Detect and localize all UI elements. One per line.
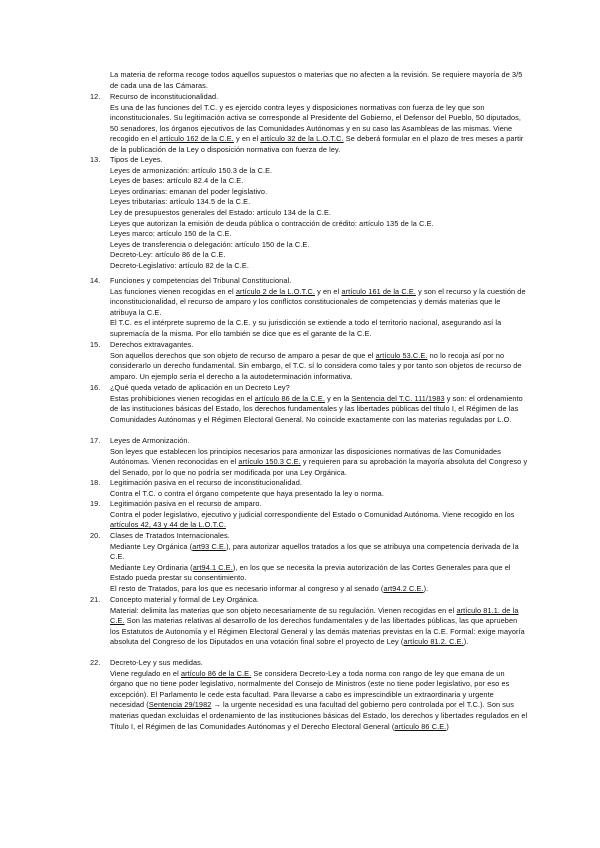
article-link[interactable]: artículo 53.C.E. — [375, 350, 428, 360]
item-title: Decreto-Ley y sus medidas. — [110, 658, 204, 667]
item-title: Recurso de inconstitucionalidad. — [110, 92, 219, 101]
item-number: 13. — [90, 155, 101, 164]
item-paragraph: Mediante Ley Orgánica (art93 C.E.), para autorizar aquellos tratados a los que se atribuya una competencia derivada de la C.E. — [110, 541, 519, 562]
item-paragraph: Contra el poder legislativo, ejecutivo y judicial correspondiente del Estado o Comunidad Autónoma. Viene recogido en los artículos 42, 43 y 44 de la L.O.T.C. — [110, 509, 515, 530]
item-paragraph: Material: delimita las materias que son objeto necesariamente de su regulación. Vienen recogidas en el artículo 81.1. de la C.E. Son las materias relativas al desarrollo de los derechos fundamentales y de las libertades públicas, las que aprueben los Estatutos de Autonomía y el Régimen Electoral General y las demás materias previstas en la C.E. Formal: exige mayoría absoluta del Congreso de los Diputados en una votación final sobre el proyecto de Ley (artículo 81.2. C.E.). — [110, 605, 525, 647]
item-number: 16. — [90, 383, 101, 392]
article-link[interactable]: artículo 81.2. C.E. — [403, 637, 464, 647]
item-paragraph: El T.C. es el intérprete supremo de la C.E. y su jurisdicción se extiende a todo el territorio nacional, asegurando así la supremacía de la misma. Por ello también se dice que es el garante de la C.E. — [110, 318, 502, 338]
list-line: Leyes de transferencia o delegación: artículo 150 de la C.E. — [110, 239, 310, 249]
list-item-18 — [90, 478, 528, 499]
item-number: 15. — [90, 340, 101, 349]
item-number: 21. — [90, 595, 101, 604]
item-paragraph: Mediante Ley Ordinaria (art94.1 C.E.), en los que se necesita la previa autorización de las Cortes Generales para que el Estado pueda prestar su consentimiento. — [110, 562, 511, 583]
list-line: Decreto-Ley: artículo 86 de la C.E. — [110, 250, 226, 260]
list-item-16 — [90, 383, 528, 425]
article-link[interactable]: artículo 86 de la C.E. — [180, 668, 252, 678]
item-title: Concepto material y formal de Ley Orgánica. — [110, 595, 260, 604]
item-number: 17. — [90, 436, 101, 445]
intro-paragraph — [110, 70, 528, 91]
item-paragraph: Es una de las funciones del T.C. y es ejercido contra leyes y disposiciones normativas con fuerza de ley que son inconstitucionales. Su legitimación activa se corresponde al Presidente del Gobierno, el Defensor del Pueblo, 50 diputados, 50 senadores, los órganos ejecutivos de las Comunidades Autónomas y en su caso las Asambleas de las mismas. Viene recogido en el artículo 162 de la C.E. y en el artículo 32 de la L.O.T.C. Se deberá formular en el plazo de tres meses a partir de la publicación de la Ley o disposición normativa con fuerza de ley. — [110, 102, 524, 154]
item-number: 22. — [90, 658, 101, 667]
list-item-12 — [90, 92, 528, 156]
item-title: Tipos de Leyes. — [110, 155, 163, 164]
list-item-19 — [90, 499, 528, 531]
article-link[interactable]: art94.1 C.E. — [192, 562, 233, 572]
list-line: Ley de presupuestos generales del Estado: artículo 134 de la C.E. — [110, 207, 332, 217]
list-line: Leyes tributarias: artículo 134.5 de la C.E. — [110, 197, 251, 207]
item-title: Derechos extravagantes. — [110, 340, 194, 349]
article-link[interactable]: artículo 162 de la C.E. — [159, 134, 234, 144]
list-line: Leyes de bases: artículo 82.4 de la C.E. — [110, 176, 244, 186]
sentence-link[interactable]: Sentencia del T.C. 111/1983 — [351, 393, 445, 403]
item-title: Legitimación pasiva en el recurso de amparo. — [110, 499, 262, 508]
item-paragraph: Contra el T.C. o contra el órgano competente que haya presentado la ley o norma. — [110, 488, 384, 498]
list-item-13 — [90, 155, 528, 272]
article-link[interactable]: artículo 86 C.E. — [394, 721, 447, 731]
item-number: 18. — [90, 478, 101, 487]
article-link[interactable]: art94.2 C.E. — [383, 583, 424, 593]
list-item-20 — [90, 531, 528, 595]
item-title: Legitimación pasiva en el recurso de inconstitucionalidad. — [110, 478, 302, 487]
item-title: ¿Qué queda vetado de aplicación en un Decreto Ley? — [110, 383, 290, 392]
list-line: Leyes ordinarias: emanan del poder legislativo. — [110, 186, 268, 196]
item-title: Leyes de Armonización. — [110, 436, 190, 445]
item-paragraph: Son leyes que establecen los principios necesarios para armonizar las disposiciones normativas de las Comunidades Autónomas. Vienen reconocidas en el artículo 150.3 C.E. y requieren para su aprobación la mayoría absoluta del Congreso y del Senado, por lo que no podría ser modificada por una Ley Orgánica. — [110, 446, 528, 477]
list-item-21 — [90, 595, 528, 648]
article-link[interactable]: artículo 2 de la L.O.T.C. — [235, 286, 315, 296]
list-line: Decreto-Legislativo: artículo 82 de la C.E. — [110, 260, 249, 270]
item-number: 14. — [90, 276, 101, 285]
list-item-22 — [90, 658, 528, 732]
article-link[interactable]: artículo 86 de la C.E. — [254, 393, 325, 403]
item-number: 19. — [90, 499, 101, 508]
article-link[interactable]: artículo 161 de la C.E. — [341, 286, 416, 296]
intro-text: La materia de reforma recoge todos aquellos supuestos o materias que no afecten a la revisión. Se requiere mayoría de 3/5 de cada una de las Cámaras. — [110, 70, 523, 90]
item-title: Funciones y competencias del Tribunal Constitucional. — [110, 276, 292, 285]
list-item-15 — [90, 340, 528, 382]
item-paragraph: Son aquellos derechos que son objeto de recurso de amparo a pesar de que el artículo 53.C.E. no lo recoja así por no considerarlo un derecho fundamental. Sin embargo, el T.C. sí lo considera como tales y por tanto son objetos de recurso de amparo. Un ejemplo sería el derecho a la autodeterminación informativa. — [110, 350, 522, 381]
list-line: Leyes de armonización: artículo 150.3 de la C.E. — [110, 165, 273, 175]
list-item-17 — [90, 436, 528, 478]
list-line: Leyes que autorizan la emisión de deuda pública o contracción de crédito: artículo 135 de la C.E. — [110, 218, 434, 228]
item-paragraph: El resto de Tratados, para los que es necesario informar al congreso y al senado (art94.2 C.E.). — [110, 583, 429, 593]
list-line: Leyes marco: artículo 150 de la C.E. — [110, 229, 232, 239]
item-number: 12. — [90, 92, 101, 101]
item-number: 20. — [90, 531, 101, 540]
item-paragraph: Las funciones vienen recogidas en el artículo 2 de la L.O.T.C. y en el artículo 161 de la C.E. y son el recurso y la cuestión de inconstitucionalidad, el recurso de amparo y los conflictos constitucionales de competencias y demás materias que le atribuya la C.E. — [110, 286, 526, 317]
article-link[interactable]: artículo 81.1. de la C.E. — [110, 605, 519, 626]
sentence-link[interactable]: Sentencia 29/1982 — [148, 700, 212, 710]
article-link[interactable]: artículos 42, 43 y 44 de la L.O.T.C. — [110, 520, 226, 530]
item-title: Clases de Tratados Internacionales. — [110, 531, 230, 540]
list-item-14 — [90, 276, 528, 340]
item-paragraph: Viene regulado en el artículo 86 de la C.E. Se considera Decreto-Ley a toda norma con rango de ley que emana de un órgano que no tiene poder legislativo, normalmente del Consejo de Ministros (este no tiene poder legislativo, por eso es excepción). El Parlamento le cede esta facultad. Para llevarse a cabo es imprescindible un extraordinaria y urgente necesidad (Sentencia 29/1982 → la urgente necesidad es una facultad del gobierno pero controlada por el T.C.). Son sus materias quedan excluidas el ordenamiento de las instituciones básicas del Estado, los derechos y libertades regulados en el Título I, el Régimen de las Comunidades Autónomas y el Derecho Electoral General (artículo 86 C.E.) — [110, 668, 528, 731]
article-link[interactable]: artículo 32 de la L.O.T.C. — [260, 134, 344, 144]
item-paragraph: Estas prohibiciones vienen recogidas en el artículo 86 de la C.E. y en la Sentencia del T.C. 111/1983 y son: el ordenamiento de las instituciones básicas del Estado, los derechos fundamentales y las libertades públicas del título I, el Régimen de las Comunidades Autónomas y el Régimen Electoral General. No coincide exactamente con las materias reguladas por L.O. — [110, 393, 523, 424]
article-link[interactable]: art93 C.E. — [192, 541, 227, 551]
article-link[interactable]: artículo 150.3 C.E. — [238, 457, 301, 467]
